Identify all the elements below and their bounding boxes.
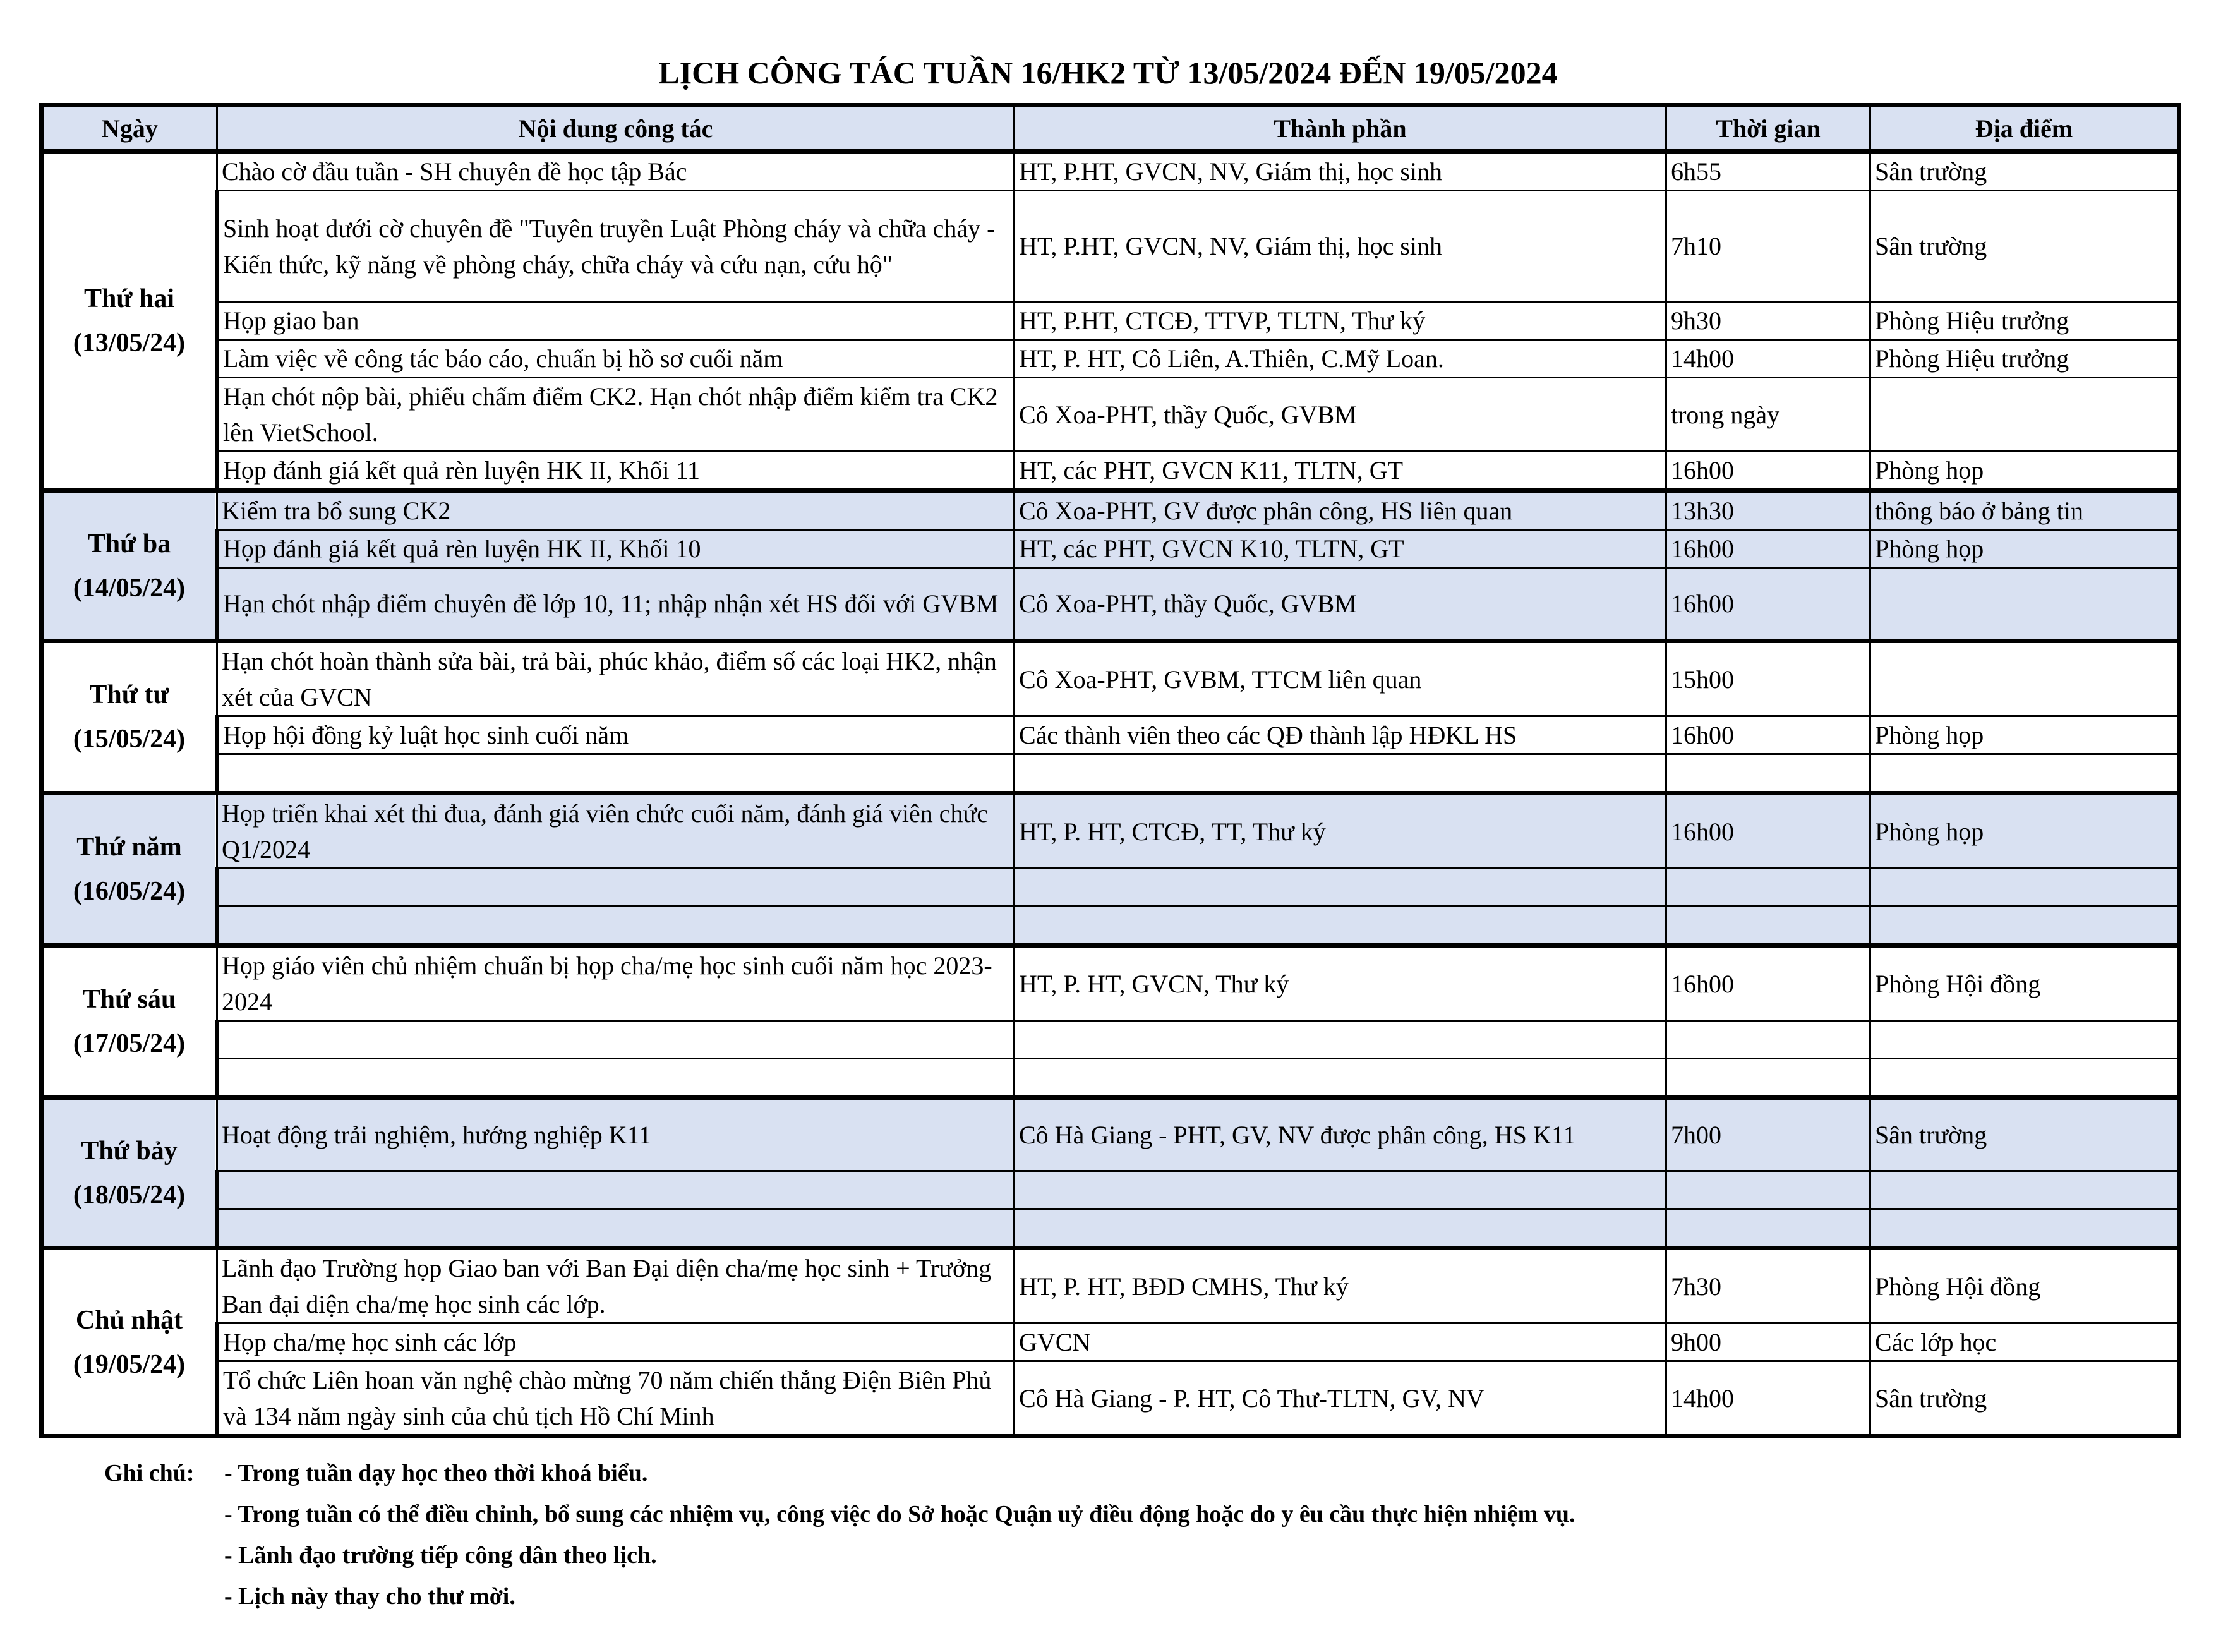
time-cell: 6h55 [1666,152,1870,191]
note-item: - Lãnh đạo trường tiếp công dân theo lịch. [224,1542,657,1569]
participants-cell: HT, P. HT, BĐD CMHS, Thư ký [1015,1248,1666,1323]
column-header-participants: Thành phần [1015,106,1666,152]
time-cell [1666,1021,1870,1059]
participants-cell: HT, P. HT, GVCN, Thư ký [1015,946,1666,1021]
column-header-day: Ngày [42,106,217,152]
day-cell [42,1248,217,1437]
day-cell [42,641,217,793]
place-cell [1870,754,2179,793]
content-cell: Họp giao ban [217,302,1015,340]
day-cell [42,152,217,491]
table-row [42,1059,2179,1098]
place-cell [1870,907,2179,946]
day-cell [42,1098,217,1248]
participants-cell [1015,1059,1666,1098]
place-cell: thông báo ở bảng tin [1870,491,2179,530]
time-cell: 7h30 [1666,1248,1870,1323]
table-row [42,1361,2179,1437]
participants-cell [1015,754,1666,793]
content-cell [217,754,1015,793]
time-cell: 7h10 [1666,191,1870,302]
place-cell: Phòng họp [1870,452,2179,491]
place-cell [1870,568,2179,641]
participants-cell [1015,1209,1666,1248]
time-cell: 7h00 [1666,1098,1870,1171]
day-cell [42,793,217,946]
column-header-place: Địa điểm [1870,106,2179,152]
time-cell [1666,1059,1870,1098]
table-row [42,793,2179,869]
content-cell: Làm việc về công tác báo cáo, chuẩn bị hồ sơ cuối năm [217,340,1015,378]
time-cell: 14h00 [1666,340,1870,378]
content-cell: Hoạt động trải nghiệm, hướng nghiệp K11 [217,1098,1015,1171]
place-cell: Sân trường [1870,191,2179,302]
place-cell: Các lớp học [1870,1323,2179,1361]
place-cell: Phòng họp [1870,530,2179,568]
time-cell [1666,1209,1870,1248]
schedule-table [39,103,2181,1438]
time-cell: 16h00 [1666,716,1870,754]
place-cell [1870,1209,2179,1248]
place-cell: Sân trường [1870,152,2179,191]
day-name: Thứ bảy [81,1136,178,1166]
table-row [42,452,2179,491]
table-row [42,1098,2179,1171]
note-item: - Lịch này thay cho thư mời. [224,1583,515,1610]
table-row [42,491,2179,530]
participants-cell: Cô Xoa-PHT, GVBM, TTCM liên quan [1015,641,1666,716]
place-cell [1870,1021,2179,1059]
time-cell: 16h00 [1666,793,1870,869]
content-cell: Hạn chót nhập điểm chuyên đề lớp 10, 11; nhập nhận xét HS đối với GVBM [217,568,1015,641]
note-item: - Trong tuần dạy học theo thời khoá biểu. [224,1460,648,1486]
content-cell: Hạn chót nộp bài, phiếu chấm điểm CK2. Hạn chót nhập điểm kiểm tra CK2 lên VietSchool. [217,378,1015,452]
participants-cell [1015,869,1666,907]
day-date: (19/05/24) [73,1349,186,1379]
table-row [42,530,2179,568]
table-row [42,1209,2179,1248]
day-date: (14/05/24) [73,573,186,603]
table-row [42,1248,2179,1323]
place-cell: Phòng họp [1870,716,2179,754]
time-cell: 13h30 [1666,491,1870,530]
column-header-content: Nội dung công tác [217,106,1015,152]
schedule-body [42,152,2179,1437]
content-cell: Lãnh đạo Trường họp Giao ban với Ban Đại diện cha/mẹ học sinh + Trưởng Ban đại diện cha/mẹ học sinh các lớp. [217,1248,1015,1323]
content-cell: Họp đánh giá kết quả rèn luyện HK II, Khối 10 [217,530,1015,568]
day-date: (18/05/24) [73,1180,186,1210]
content-cell [217,1171,1015,1209]
day-date: (13/05/24) [73,329,186,358]
time-cell [1666,1171,1870,1209]
header-row [42,106,2179,152]
day-name: Chủ nhật [75,1305,183,1335]
participants-cell: HT, P.HT, CTCĐ, TTVP, TLTN, Thư ký [1015,302,1666,340]
time-cell: 9h30 [1666,302,1870,340]
content-cell [217,907,1015,946]
table-row [42,152,2179,191]
place-cell [1870,869,2179,907]
table-row [42,869,2179,907]
column-header-time: Thời gian [1666,106,1870,152]
participants-cell: Các thành viên theo các QĐ thành lập HĐKL HS [1015,716,1666,754]
day-name: Thứ năm [76,833,182,862]
page-title: LỊCH CÔNG TÁC TUẦN 16/HK2 TỪ 13/05/2024 ĐẾN 19/05/2024 [658,55,1558,90]
content-cell [217,1021,1015,1059]
time-cell: 14h00 [1666,1361,1870,1437]
participants-cell: Cô Xoa-PHT, GV được phân công, HS liên quan [1015,491,1666,530]
notes [104,1453,1575,1617]
table-row [42,340,2179,378]
participants-cell: HT, P.HT, GVCN, NV, Giám thị, học sinh [1015,191,1666,302]
place-cell: Phòng Hiệu trưởng [1870,340,2179,378]
content-cell: Sinh hoạt dưới cờ chuyên đề "Tuyên truyền Luật Phòng cháy và chữa cháy - Kiến thức, kỹ năng về phòng cháy, chữa cháy và cứu nạn, cứu hộ" [217,191,1015,302]
day-date: (17/05/24) [73,1029,186,1058]
table-row [42,1171,2179,1209]
table-row [42,907,2179,946]
day-cell [42,946,217,1098]
table-row [42,1323,2179,1361]
participants-cell: Cô Hà Giang - P. HT, Cô Thư-TLTN, GV, NV [1015,1361,1666,1437]
content-cell: Họp triển khai xét thi đua, đánh giá viên chức cuối năm, đánh giá viên chức Q1/2024 [217,793,1015,869]
participants-cell: Cô Hà Giang - PHT, GV, NV được phân công, HS K11 [1015,1098,1666,1171]
time-cell: trong ngày [1666,378,1870,452]
table-row [42,641,2179,716]
table-row [42,191,2179,302]
participants-cell: HT, P. HT, CTCĐ, TT, Thư ký [1015,793,1666,869]
table-row [42,302,2179,340]
participants-cell: HT, P.HT, GVCN, NV, Giám thị, học sinh [1015,152,1666,191]
participants-cell [1015,1021,1666,1059]
day-date: (16/05/24) [73,877,186,906]
place-cell: Phòng Hội đồng [1870,946,2179,1021]
table-row [42,378,2179,452]
day-name: Thứ hai [83,284,175,313]
place-cell [1870,378,2179,452]
time-cell [1666,754,1870,793]
time-cell: 9h00 [1666,1323,1870,1361]
content-cell: Tổ chức Liên hoan văn nghệ chào mừng 70 năm chiến thắng Điện Biên Phủ và 134 năm ngày sinh của chủ tịch Hồ Chí Minh [217,1361,1015,1437]
table-row [42,716,2179,754]
time-cell: 16h00 [1666,568,1870,641]
content-cell [217,1209,1015,1248]
place-cell: Phòng Hội đồng [1870,1248,2179,1323]
table-row [42,754,2179,793]
day-name: Thứ sáu [82,985,176,1014]
participants-cell: Cô Xoa-PHT, thầy Quốc, GVBM [1015,568,1666,641]
day-cell [42,491,217,641]
participants-cell [1015,1171,1666,1209]
content-cell: Chào cờ đầu tuần - SH chuyên đề học tập Bác [217,152,1015,191]
place-cell: Sân trường [1870,1098,2179,1171]
place-cell [1870,1059,2179,1098]
table-row [42,568,2179,641]
place-cell: Phòng Hiệu trưởng [1870,302,2179,340]
content-cell: Họp đánh giá kết quả rèn luyện HK II, Khối 11 [217,452,1015,491]
participants-cell [1015,907,1666,946]
content-cell: Kiểm tra bổ sung CK2 [217,491,1015,530]
place-cell [1870,641,2179,716]
content-cell [217,1059,1015,1098]
place-cell: Sân trường [1870,1361,2179,1437]
time-cell: 16h00 [1666,946,1870,1021]
day-name: Thứ ba [87,529,171,558]
participants-cell: HT, các PHT, GVCN K11, TLTN, GT [1015,452,1666,491]
place-cell [1870,1171,2179,1209]
content-cell: Họp hội đồng kỷ luật học sinh cuối năm [217,716,1015,754]
content-cell: Họp cha/mẹ học sinh các lớp [217,1323,1015,1361]
time-cell: 16h00 [1666,452,1870,491]
table-row [42,1021,2179,1059]
content-cell [217,869,1015,907]
day-name: Thứ tư [89,680,169,709]
time-cell [1666,907,1870,946]
content-cell: Hạn chót hoàn thành sửa bài, trả bài, phúc khảo, điểm số các loại HK2, nhận xét của GVCN [217,641,1015,716]
time-cell [1666,869,1870,907]
table-row [42,946,2179,1021]
place-cell: Phòng họp [1870,793,2179,869]
note-item: - Trong tuần có thể điều chỉnh, bổ sung các nhiệm vụ, công việc do Sở hoặc Quận uỷ điều động hoặc do y êu cầu thực hiện nhiệm vụ. [224,1501,1575,1528]
notes-label: Ghi chú: [104,1460,195,1486]
participants-cell: Cô Xoa-PHT, thầy Quốc, GVBM [1015,378,1666,452]
content-cell: Họp giáo viên chủ nhiệm chuẩn bị họp cha/mẹ học sinh cuối năm học 2023-2024 [217,946,1015,1021]
day-date: (15/05/24) [73,725,186,754]
participants-cell: GVCN [1015,1323,1666,1361]
time-cell: 16h00 [1666,530,1870,568]
participants-cell: HT, P. HT, Cô Liên, A.Thiên, C.Mỹ Loan. [1015,340,1666,378]
participants-cell: HT, các PHT, GVCN K10, TLTN, GT [1015,530,1666,568]
time-cell: 15h00 [1666,641,1870,716]
